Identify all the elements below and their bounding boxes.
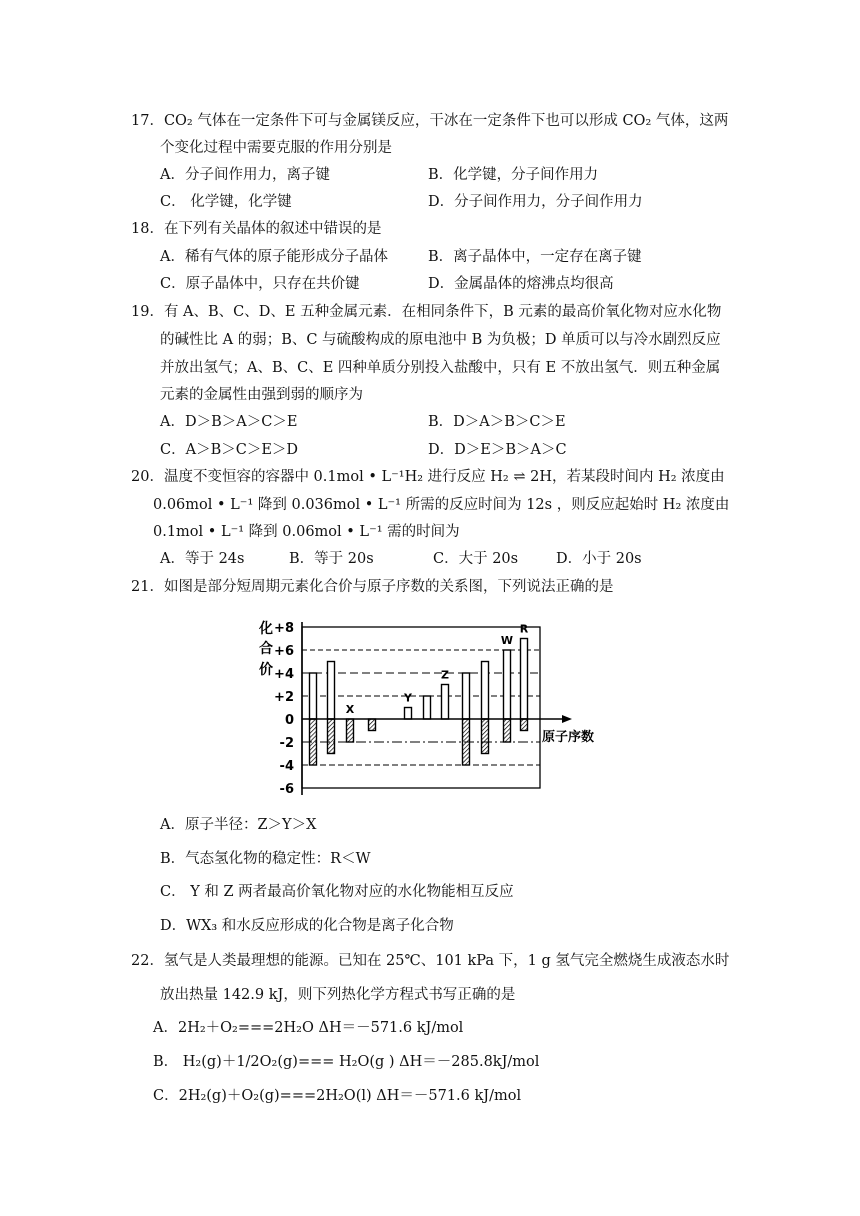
q19-option-d: D．D＞E＞B＞A＞C [428, 442, 567, 458]
q17-option-b: B．化学键，分子间作用力 [428, 167, 599, 183]
chart-bar-positive [424, 696, 431, 719]
q20-option-b: B．等于 20s [289, 551, 374, 567]
chart-bar-label: X [345, 703, 355, 716]
q19-stem-line2: 的碱性比 A 的弱；B、C 与硫酸构成的原电池中 B 为负极；D 单质可以与冷水剧烈反应 [160, 332, 721, 348]
q20-option-d: D．小于 20s [556, 551, 642, 567]
chart-bar-label: Y [404, 691, 412, 705]
q18-option-d: D．金属晶体的熔沸点均很高 [428, 276, 614, 292]
chart-y-tick-label: +4 [274, 667, 294, 682]
q20-stem-line3: 0.1mol • L⁻¹ 降到 0.06mol • L⁻¹ 需的时间为 [153, 524, 460, 540]
q19-stem-line1: 19．有 A、B、C、D、E 五种金属元素．在相同条件下，B 元素的最高价氧化物对应水化物 [131, 304, 722, 320]
chart-bar-positive [521, 639, 528, 720]
chart-bar-positive [504, 650, 511, 719]
q18-option-b: B．离子晶体中，一定存在离子键 [428, 249, 642, 265]
q21-option-d: D．WX₃ 和水反应形成的化合物是离子化合物 [160, 918, 454, 934]
q19-option-b: B．D＞A＞B＞C＞E [428, 414, 566, 430]
chart-bar-negative [369, 719, 376, 731]
chart-bar-label: Z [441, 668, 449, 682]
chart-bar-label: W [500, 634, 514, 647]
q17-option-c: C． 化学键，化学键 [160, 194, 292, 210]
q19-option-a: A．D＞B＞A＞C＞E [160, 414, 298, 430]
q20-option-a: A．等于 24s [160, 551, 245, 567]
chart-bar-positive [310, 673, 317, 719]
chart-xlabel: 原子序数 [542, 730, 595, 745]
chart-bar-negative [310, 719, 317, 765]
chart-ylabel-3: 价 [259, 662, 273, 678]
chart-bar-negative [347, 719, 354, 742]
chart-y-tick-label: +2 [274, 690, 294, 705]
q18-option-a: A．稀有气体的原子能形成分子晶体 [160, 249, 388, 265]
chart-y-tick-label: +6 [274, 644, 294, 659]
q19-option-c: C．A＞B＞C＞E＞D [160, 442, 299, 458]
q21-option-b: B．气态氢化物的稳定性：R＜W [160, 851, 371, 867]
chart-y-tick-label: +8 [274, 621, 294, 636]
q22-stem-line2: 放出热量 142.9 kJ，则下列热化学方程式书写正确的是 [160, 987, 516, 1003]
chart-bar-negative [521, 719, 528, 731]
chart-bar-positive [463, 673, 470, 719]
q20-stem-line1: 20．温度不变恒容的容器中 0.1mol • L⁻¹H₂ 进行反应 H₂ ⇌ 2H，若某段时间内 H₂ 浓度由 [131, 469, 725, 485]
q17-option-a: A．分子间作用力，离子键 [160, 167, 330, 183]
q18-option-c: C．原子晶体中，只存在共价键 [160, 276, 360, 292]
chart-y-tick-label: 0 [284, 713, 294, 728]
q22-stem-line1: 22．氢气是人类最理想的能源。已知在 25℃、101 kPa 下，1 g 氢气完全燃烧生成液态水时 [131, 953, 730, 969]
q17-stem-line1: 17．CO₂ 气体在一定条件下可与金属镁反应，干冰在一定条件下也可以形成 CO₂ 气体，这两 [131, 113, 729, 129]
q17-option-d: D．分子间作用力，分子间作用力 [428, 194, 643, 210]
q18-stem: 18．在下列有关晶体的叙述中错误的是 [131, 221, 382, 237]
chart-bar-positive [405, 708, 412, 720]
chart-bar-positive [442, 685, 449, 720]
chart-y-tick-label: -2 [279, 736, 294, 751]
q22-option-a: A．2H₂＋O₂===2H₂O ΔH＝－571.6 kJ/mol [153, 1020, 464, 1036]
valence-chart [258, 615, 595, 805]
chart-bar-label: R [519, 622, 529, 636]
chart-bar-negative [328, 719, 335, 754]
chart-bar-negative [463, 719, 470, 765]
q20-option-c: C．大于 20s [433, 551, 519, 567]
q20-stem-line2: 0.06mol • L⁻¹ 降到 0.036mol • L⁻¹ 所需的反应时间为 12s ，则反应起始时 H₂ 浓度由 [153, 497, 730, 513]
q21-option-c: C． Y 和 Z 两者最高价氧化物对应的水化物能相互反应 [160, 884, 514, 900]
chart-bar-negative [504, 719, 511, 742]
chart-y-tick-label: -4 [279, 759, 294, 774]
chart-y-tick-label: -6 [279, 782, 294, 797]
q22-option-b: B． H₂(g)＋1/2O₂(g)=== H₂O(g ) ΔH＝－285.8kJ/mol [153, 1054, 540, 1070]
q19-stem-line3: 并放出氢气；A、B、C、E 四种单质分别投入盐酸中，只有 E 不放出氢气．则五种金属 [160, 360, 721, 376]
q21-stem: 21．如图是部分短周期元素化合价与原子序数的关系图，下列说法正确的是 [131, 579, 614, 595]
chart-bar-positive [328, 662, 335, 720]
chart-bar-negative [482, 719, 489, 754]
chart-x-arrow-icon [562, 715, 572, 723]
q17-stem-line2: 个变化过程中需要克服的作用分别是 [160, 140, 392, 156]
chart-bar-positive [482, 662, 489, 720]
q22-option-c: C．2H₂(g)＋O₂(g)===2H₂O(l) ΔH＝－571.6 kJ/mol [153, 1088, 522, 1104]
q21-option-a: A．原子半径：Z＞Y＞X [160, 817, 317, 833]
q19-stem-line4: 元素的金属性由强到弱的顺序为 [160, 387, 363, 403]
chart-ylabel-1: 化 [259, 621, 273, 637]
chart-ylabel-2: 合 [259, 641, 273, 657]
